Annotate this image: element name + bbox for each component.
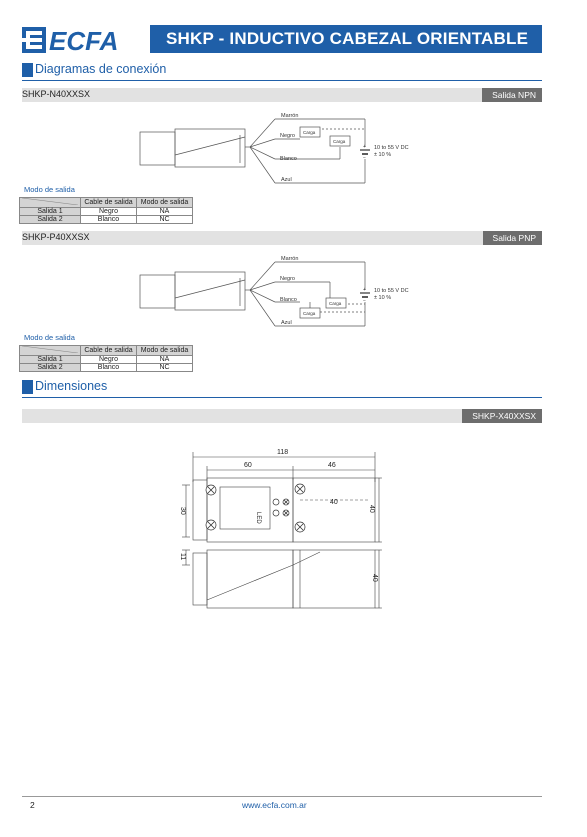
section-marker (22, 380, 33, 394)
led-label: LED (255, 512, 261, 524)
load-label: Carga (303, 311, 316, 316)
section-marker (22, 63, 33, 77)
table-cell: Negro (81, 208, 137, 216)
wire-label-white: Blanco (280, 297, 297, 303)
table-cell: Blanco (81, 364, 137, 372)
supply-tolerance: ± 10 % (374, 152, 392, 158)
website-link[interactable]: www.ecfa.com.ar (242, 800, 307, 810)
section-dimensions-heading (22, 378, 542, 398)
load-label: Carga (333, 139, 346, 144)
section-connection-heading (22, 61, 542, 81)
wire-label-brown: Marrón (281, 113, 299, 119)
pnp-model-name: SHKP-P40XXSX (22, 232, 90, 242)
diagonal-divider (22, 346, 78, 353)
dim-side-height: 40 (371, 574, 378, 582)
table-header: Modo de salida (137, 198, 193, 208)
section-connection-title: Diagramas de conexión (35, 62, 167, 76)
led-indicator-icon (273, 499, 279, 505)
sensor-body-shape (175, 129, 245, 167)
wire-label-brown: Marrón (281, 256, 299, 262)
dim-face: 40 (330, 499, 338, 506)
supply-minus: − (363, 155, 366, 161)
npn-model-bar (22, 88, 542, 102)
ecfa-logo (22, 27, 140, 53)
sensor-head-shape (140, 132, 175, 165)
diagonal-divider (22, 198, 78, 205)
page-title: SHKP - INDUCTIVO CABEZAL ORIENTABLE (150, 25, 542, 53)
dim-body: 60 (244, 462, 252, 469)
table-cell: NC (137, 364, 193, 372)
row-label: Salida 1 (20, 208, 81, 216)
pnp-model-bar (22, 231, 542, 245)
table-cell: Negro (81, 356, 137, 364)
page-footer (22, 796, 542, 812)
pnp-output-mode-title: Modo de salida (24, 333, 75, 342)
sensor-body-shape (175, 272, 245, 310)
section-dimensions-title: Dimensiones (35, 379, 108, 393)
supply-minus: − (363, 298, 366, 304)
dimensions-model-bar (22, 409, 542, 423)
table-cell: NA (137, 208, 193, 216)
row-label: Salida 1 (20, 356, 81, 364)
row-label: Salida 2 (20, 364, 81, 372)
table-corner (20, 198, 81, 208)
npn-output-table (19, 197, 193, 224)
npn-output-badge: Salida NPN (482, 88, 542, 102)
dim-thickness: 11 (179, 553, 186, 561)
npn-model-name: SHKP-N40XXSX (22, 89, 91, 99)
npn-output-mode-title: Modo de salida (24, 185, 75, 194)
table-cell: NA (137, 356, 193, 364)
table-corner (20, 346, 81, 356)
dim-overall: 118 (277, 449, 289, 456)
table-row (20, 216, 193, 224)
table-row (20, 208, 193, 216)
table-row (20, 364, 193, 372)
supply-plus: + (363, 287, 366, 293)
dimensions-drawing (170, 440, 390, 615)
dim-height-left: 30 (179, 507, 186, 515)
load-label: Carga (303, 130, 316, 135)
npn-wiring-diagram (130, 107, 430, 187)
table-header: Cable de salida (81, 198, 137, 208)
led-indicator-icon (273, 510, 279, 516)
wire-label-black: Negro (280, 276, 295, 282)
dim-height-right: 40 (368, 505, 375, 513)
supply-voltage: 10 to 55 V DC (374, 288, 409, 294)
load-label: Carga (329, 301, 342, 306)
page-header (22, 25, 542, 55)
wire-label-black: Negro (280, 133, 295, 139)
wire-label-blue: Azul (281, 177, 292, 183)
table-row (20, 356, 193, 364)
row-label: Salida 2 (20, 216, 81, 224)
table-header: Modo de salida (137, 346, 193, 356)
svg-text:ECFA: ECFA (49, 27, 119, 53)
pnp-wiring-diagram (130, 250, 430, 330)
wire-label-white: Blanco (280, 156, 297, 162)
table-header: Cable de salida (81, 346, 137, 356)
table-cell: Blanco (81, 216, 137, 224)
dim-head: 46 (328, 462, 336, 469)
supply-voltage: 10 to 55 V DC (374, 145, 409, 151)
wire-label-blue: Azul (281, 320, 292, 326)
page-number: 2 (30, 800, 35, 810)
pnp-output-table (19, 345, 193, 372)
pnp-output-badge: Salida PNP (483, 231, 542, 245)
dimensions-model-badge: SHKP-X40XXSX (462, 409, 542, 423)
sensor-head-shape (140, 275, 175, 308)
supply-plus: + (363, 144, 366, 150)
supply-tolerance: ± 10 % (374, 295, 392, 301)
table-cell: NC (137, 216, 193, 224)
